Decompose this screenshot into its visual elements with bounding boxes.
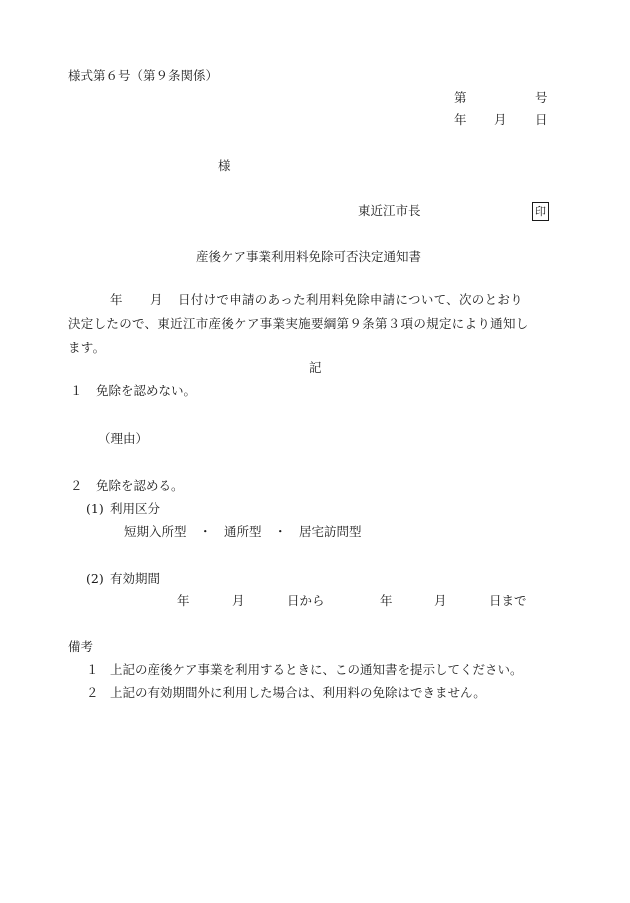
date-day-label: 日 xyxy=(535,112,548,127)
period-from-year: 年 xyxy=(177,593,190,608)
period-from-day: 日から xyxy=(287,593,325,608)
body-line-2: 決定したので、東近江市産後ケア事業実施要綱第９条第３項の規定により通知し xyxy=(68,316,529,331)
remark-1-number: １ xyxy=(86,662,99,677)
item-2-sub2-label: (2) xyxy=(86,571,104,586)
remark-1-text: 上記の産後ケア事業を利用するときに、この通知書を提示してください。 xyxy=(110,662,523,677)
item-2-text: 免除を認める。 xyxy=(96,478,184,493)
item-2-sub2-text: 有効期間 xyxy=(110,571,161,586)
item-1-text: 免除を認めない。 xyxy=(96,383,197,398)
number-dai-label: 第 xyxy=(454,90,467,105)
period-to-month: 月 xyxy=(434,593,447,608)
period-to-year: 年 xyxy=(380,593,393,608)
item-1-reason: （理由） xyxy=(98,431,149,446)
document-title: 産後ケア事業利用料免除可否決定通知書 xyxy=(196,249,422,264)
date-month-label: 月 xyxy=(494,112,507,127)
item-2-number: ２ xyxy=(70,478,83,493)
number-go-label: 号 xyxy=(535,90,548,105)
remark-2-number: ２ xyxy=(86,685,99,700)
addressee-suffix: 様 xyxy=(218,158,231,173)
body-line-1: 日付けで申請のあった利用料免除申請について、次のとおり xyxy=(178,292,523,307)
form-number: 様式第６号（第９条関係） xyxy=(68,68,219,83)
period-from-month: 月 xyxy=(232,593,245,608)
usage-category-options: 短期入所型 ・ 通所型 ・ 居宅訪問型 xyxy=(124,524,362,539)
remark-2-text: 上記の有効期間外に利用した場合は、利用料の免除はできません。 xyxy=(110,685,486,700)
item-2-sub1-text: 利用区分 xyxy=(110,501,161,516)
item-1-number: １ xyxy=(70,383,83,398)
remarks-heading: 備考 xyxy=(68,639,94,654)
item-2-sub1-label: (1) xyxy=(86,501,104,516)
body-year: 年 xyxy=(110,292,123,307)
sender-name: 東近江市長 xyxy=(358,203,421,218)
ki-heading: 記 xyxy=(309,360,322,375)
date-year-label: 年 xyxy=(454,112,467,127)
period-to-day: 日まで xyxy=(489,593,527,608)
seal-mark: 印 xyxy=(532,202,549,221)
body-line-3: ます。 xyxy=(68,340,106,355)
body-month: 月 xyxy=(150,292,163,307)
